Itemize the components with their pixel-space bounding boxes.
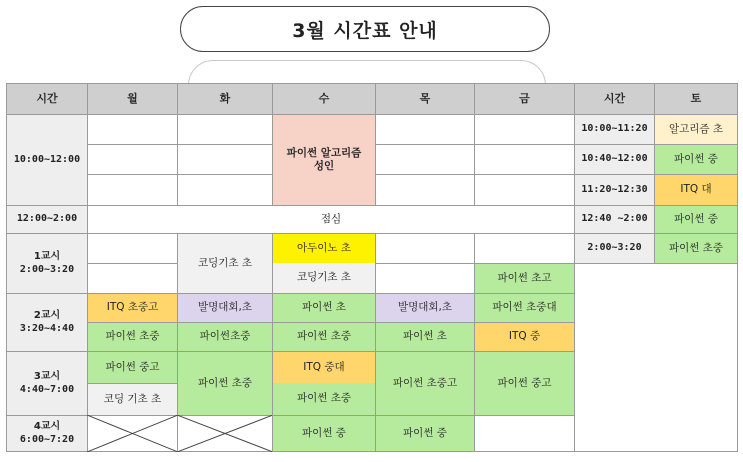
decorative-arc (188, 60, 546, 85)
tue-slot-1a (177, 114, 273, 145)
mon-itq-class: ITQ 초중고 (87, 293, 178, 323)
fri-python-class-3: 파이썬 중고 (474, 351, 575, 416)
header-mon: 월 (87, 83, 178, 115)
mon-python-class-1: 파이썬 초중 (87, 322, 178, 352)
mon-period-1a (87, 233, 178, 264)
thu-invention-class: 발명대회,초 (375, 293, 475, 323)
mon-period-1b (87, 263, 178, 294)
wed-itq-class: ITQ 중대 (272, 351, 376, 384)
header-fri: 금 (474, 83, 575, 115)
thu-python-class-2: 파이썬 초중고 (375, 351, 475, 416)
wed-algorithm-class: 파이썬 알고리즘 성인 (272, 114, 376, 206)
thu-period-1a (375, 233, 475, 264)
period-1-time: 2:00~3:20 (19, 263, 75, 275)
time-row-1: 10:00~12:00 (6, 114, 88, 206)
tue-python-class-2: 파이썬 초중 (177, 351, 273, 416)
fri-slot-1b (474, 144, 575, 175)
period-3-time: 4:40~7:00 (19, 383, 75, 395)
fri-python-class-2: 파이썬 초중대 (474, 293, 575, 323)
sat-time-2: 10:40~12:00 (574, 144, 655, 175)
fri-slot-1a (474, 114, 575, 145)
tue-slot-1c (177, 174, 273, 206)
mon-slot-1b (87, 144, 178, 175)
header-wed: 수 (272, 83, 376, 115)
wed-arduino-class: 아두이노 초 (272, 233, 376, 264)
thu-slot-1a (375, 114, 475, 145)
title-banner (180, 6, 552, 54)
time-period-3 (6, 351, 88, 416)
sat-header-day: 토 (654, 83, 738, 115)
period-2-time: 3:20~4:40 (19, 322, 75, 334)
header-tue: 화 (177, 83, 273, 115)
sat-time-4: 12:40 ~2:00 (574, 205, 655, 234)
sat-header-time: 시간 (574, 83, 655, 115)
period-1-label: 1교시 (33, 251, 61, 262)
fri-itq-class: ITQ 중 (474, 322, 575, 352)
fri-period-4 (474, 415, 575, 452)
fri-period-1a (474, 233, 575, 264)
sat-time-5: 2:00~3:20 (574, 233, 655, 264)
period-2-label: 2교시 (33, 310, 61, 321)
sat-class-3: ITQ 대 (654, 174, 738, 206)
sat-class-2: 파이썬 중 (654, 144, 738, 175)
mon-slot-1c (87, 174, 178, 206)
sat-time-1: 10:00~11:20 (574, 114, 655, 145)
mon-coding-class: 코딩 기초 초 (87, 383, 178, 416)
mon-no-class-cross (87, 415, 178, 452)
sat-empty-area (574, 263, 738, 452)
wed-python-class-3: 파이썬 초중 (272, 383, 376, 416)
thu-slot-1c (375, 174, 475, 206)
header-time: 시간 (6, 83, 88, 115)
mon-python-class-2: 파이썬 중고 (87, 351, 178, 384)
period-4-label: 4교시 (33, 421, 61, 432)
fri-python-class-1: 파이썬 초고 (474, 263, 575, 294)
thu-python-class-1: 파이썬 초 (375, 322, 475, 352)
period-3-label: 3교시 (33, 371, 61, 382)
sat-class-4: 파이썬 중 (654, 205, 738, 234)
thu-slot-1b (375, 144, 475, 175)
time-period-1 (6, 233, 88, 294)
mon-slot-1a (87, 114, 178, 145)
tue-slot-1b (177, 144, 273, 175)
tue-coding-class: 코딩기초 초 (177, 233, 273, 294)
wed-python-class-2: 파이썬 초중 (272, 322, 376, 352)
lunch-break: 점심 (87, 205, 575, 234)
time-period-4 (6, 415, 88, 452)
thu-period-1b (375, 263, 475, 294)
page-title: 3월 시간표 안내 (180, 6, 550, 52)
time-row-2: 12:00~2:00 (6, 205, 88, 234)
tue-invention-class: 발명대회,초 (177, 293, 273, 323)
header-thu: 목 (375, 83, 475, 115)
thu-python-class-3: 파이썬 중 (375, 415, 475, 452)
wed-python-class-4: 파이썬 중 (272, 415, 376, 452)
sat-class-1: 알고리즘 초 (654, 114, 738, 145)
tue-python-class-1: 파이썬초중 (177, 322, 273, 352)
time-period-2 (6, 293, 88, 352)
wed-python-class-1: 파이썬 초 (272, 293, 376, 323)
tue-no-class-cross (177, 415, 273, 452)
wed-coding-class: 코딩기초 초 (272, 263, 376, 294)
sat-time-3: 11:20~12:30 (574, 174, 655, 206)
period-4-time: 6:00~7:20 (19, 433, 75, 445)
fri-slot-1c (474, 174, 575, 206)
sat-class-5: 파이썬 초중 (654, 233, 738, 264)
